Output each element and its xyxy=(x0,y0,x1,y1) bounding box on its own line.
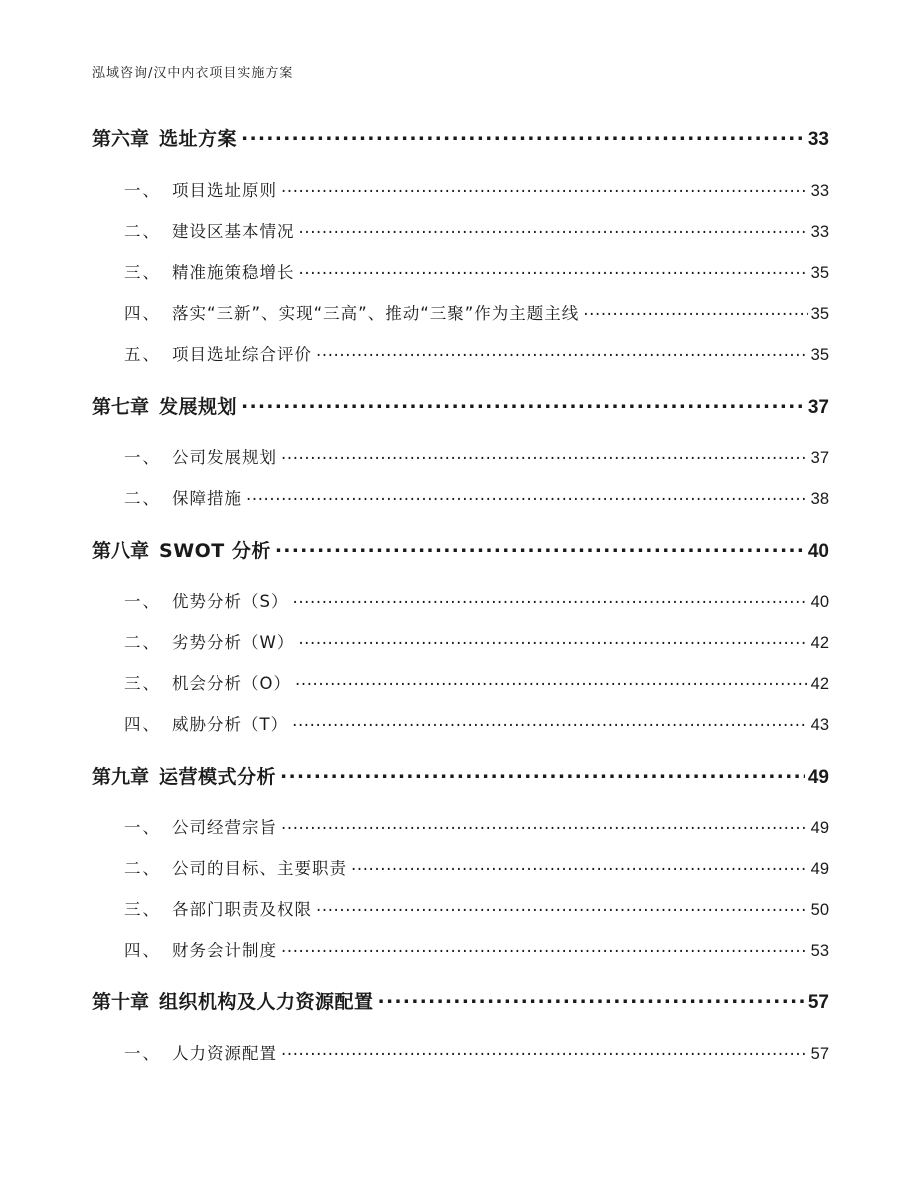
section-title: 公司的目标、主要职责 xyxy=(172,859,347,878)
toc-section[interactable] xyxy=(124,937,829,961)
section-number: 一、 xyxy=(124,818,161,837)
dot-leader xyxy=(316,344,808,361)
dot-leader xyxy=(281,1043,808,1060)
toc-chapter-6[interactable] xyxy=(92,124,829,151)
page-number: 33 xyxy=(810,182,829,200)
dot-leader xyxy=(280,764,805,783)
dot-leader xyxy=(275,538,805,557)
dot-leader xyxy=(246,488,808,505)
page-number: 38 xyxy=(810,490,829,508)
toc-section[interactable] xyxy=(124,444,829,468)
section-title: 公司发展规划 xyxy=(172,448,277,467)
chapter-label: 第九章 xyxy=(92,766,150,788)
page-number: 43 xyxy=(810,716,829,734)
section-title: 优势分析（S） xyxy=(172,592,289,611)
page-number: 53 xyxy=(810,942,829,960)
toc-section[interactable] xyxy=(124,814,829,838)
toc-chapter-10[interactable] xyxy=(92,987,829,1014)
section-title: 人力资源配置 xyxy=(172,1044,277,1063)
dot-leader xyxy=(281,180,808,197)
page-number: 57 xyxy=(807,992,829,1013)
dot-leader xyxy=(241,394,805,413)
toc-chapter-8[interactable] xyxy=(92,536,829,563)
toc-chapter-9[interactable] xyxy=(92,762,829,789)
page-number: 35 xyxy=(810,346,829,364)
section-title: 各部门职责及权限 xyxy=(172,900,312,919)
page-number: 50 xyxy=(810,901,829,919)
page-header: 泓域咨询/汉中内衣项目实施方案 xyxy=(92,66,294,81)
page-number: 35 xyxy=(810,264,829,282)
toc-section[interactable] xyxy=(124,341,829,365)
page-number: 42 xyxy=(810,634,829,652)
section-title: 项目选址原则 xyxy=(172,181,277,200)
dot-leader xyxy=(295,673,808,690)
chapter-label: 第八章 xyxy=(92,540,150,562)
page-number: 57 xyxy=(810,1045,829,1063)
page-number: 40 xyxy=(807,541,829,562)
section-title: 劣势分析（W） xyxy=(172,633,295,652)
dot-leader xyxy=(292,714,808,731)
chapter-title: 选址方案 xyxy=(159,128,238,150)
section-title: 项目选址综合评价 xyxy=(172,345,312,364)
dot-leader xyxy=(351,858,808,875)
dot-leader xyxy=(299,221,808,238)
section-title: 威胁分析（T） xyxy=(172,715,289,734)
section-title: 财务会计制度 xyxy=(172,941,277,960)
chapter-label: 第十章 xyxy=(92,991,150,1013)
section-number: 一、 xyxy=(124,592,161,611)
section-number: 一、 xyxy=(124,448,161,467)
toc-section[interactable] xyxy=(124,218,829,242)
page-number: 37 xyxy=(807,397,829,418)
section-number: 三、 xyxy=(124,900,161,919)
toc-section[interactable] xyxy=(124,629,829,653)
dot-leader xyxy=(316,899,808,916)
section-title: 保障措施 xyxy=(172,489,242,508)
chapter-title: 组织机构及人力资源配置 xyxy=(159,991,374,1013)
page-number: 49 xyxy=(807,767,829,788)
toc-section[interactable] xyxy=(124,485,829,509)
dot-leader xyxy=(281,447,808,464)
toc-section[interactable] xyxy=(124,259,829,283)
dot-leader xyxy=(298,632,807,649)
section-number: 三、 xyxy=(124,263,161,282)
dot-leader xyxy=(241,126,805,145)
section-number: 一、 xyxy=(124,1044,161,1063)
section-number: 二、 xyxy=(124,633,161,652)
toc-section[interactable] xyxy=(124,855,829,879)
toc-section[interactable] xyxy=(124,896,829,920)
section-number: 四、 xyxy=(124,941,161,960)
section-number: 二、 xyxy=(124,859,161,878)
section-title: 建设区基本情况 xyxy=(172,222,295,241)
section-number: 五、 xyxy=(124,345,161,364)
section-title: 精准施策稳增长 xyxy=(172,263,295,282)
page-number: 42 xyxy=(810,675,829,693)
chapter-label: 第六章 xyxy=(92,128,150,150)
toc-section[interactable] xyxy=(124,670,829,694)
toc-section[interactable] xyxy=(124,1040,829,1064)
dot-leader xyxy=(292,591,807,608)
section-number: 三、 xyxy=(124,674,161,693)
section-number: 二、 xyxy=(124,222,161,241)
chapter-label: 第七章 xyxy=(92,396,150,418)
page-number: 33 xyxy=(810,223,829,241)
section-number: 四、 xyxy=(124,304,161,323)
dot-leader xyxy=(281,817,808,834)
toc-section[interactable] xyxy=(124,177,829,201)
dot-leader xyxy=(281,940,808,957)
chapter-title: 发展规划 xyxy=(159,396,238,418)
toc-section[interactable] xyxy=(124,711,829,735)
page-number: 40 xyxy=(810,593,829,611)
dot-leader xyxy=(378,989,805,1008)
page-number: 49 xyxy=(810,819,829,837)
section-number: 一、 xyxy=(124,181,161,200)
page-number: 37 xyxy=(810,449,829,467)
toc-chapter-7[interactable] xyxy=(92,392,829,419)
dot-leader xyxy=(299,262,808,279)
page-number: 35 xyxy=(810,305,829,323)
section-title: 公司经营宗旨 xyxy=(172,818,277,837)
section-title: 机会分析（O） xyxy=(172,674,291,693)
chapter-title: 运营模式分析 xyxy=(159,766,277,788)
section-title: 落实“三新”、实现“三高”、推动“三聚”作为主题主线 xyxy=(172,304,580,323)
dot-leader xyxy=(583,303,807,320)
section-number: 四、 xyxy=(124,715,161,734)
page-number: 33 xyxy=(807,129,829,150)
toc-section[interactable] xyxy=(124,300,829,324)
page-number: 49 xyxy=(810,860,829,878)
toc-section[interactable] xyxy=(124,588,829,612)
section-number: 二、 xyxy=(124,489,161,508)
chapter-title: SWOT 分析 xyxy=(159,540,271,562)
